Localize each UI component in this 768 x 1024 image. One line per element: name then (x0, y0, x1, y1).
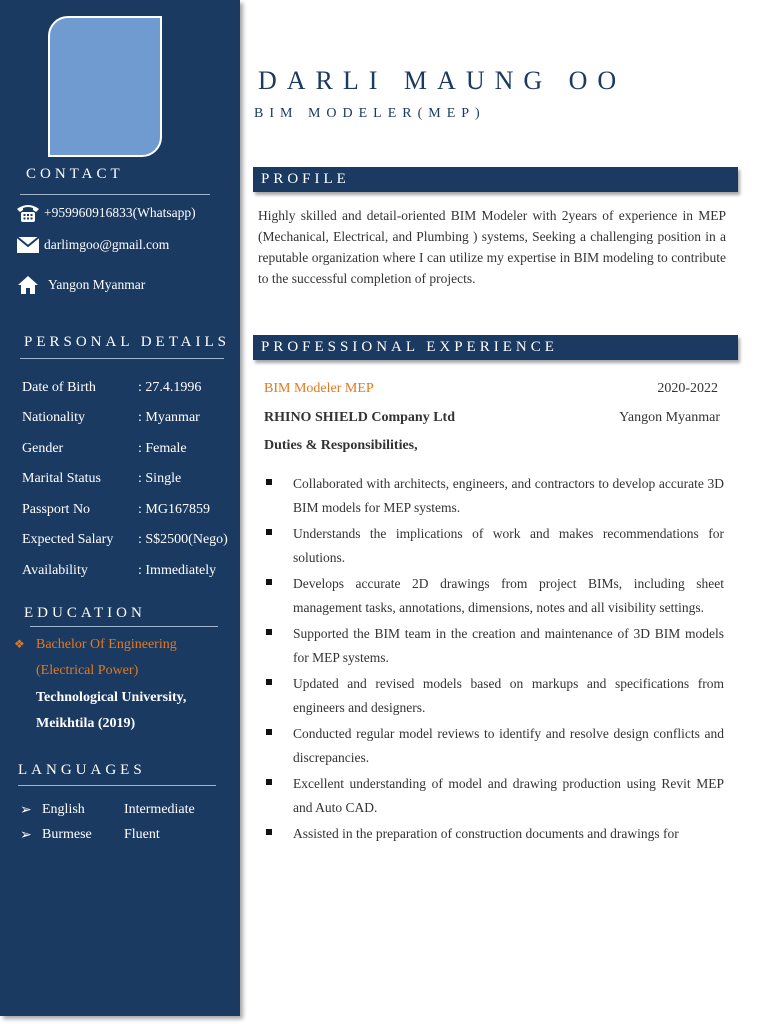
phone-text: +959960916833(Whatsapp) (44, 205, 196, 220)
square-bullet-icon (266, 779, 272, 785)
envelope-icon (14, 237, 42, 253)
degree-line1: Bachelor Of Engineering (36, 637, 177, 652)
profile-photo-placeholder (48, 16, 162, 157)
language-level: Fluent (124, 827, 160, 842)
duty-text: Excellent understanding of model and drawing production using Revit MEP and Auto CAD. (293, 776, 724, 815)
arrow-bullet-icon: ➢ (20, 803, 32, 818)
list-item (264, 822, 724, 846)
sidebar (0, 0, 240, 1016)
contact-phone (14, 202, 196, 224)
personal-row-salary (22, 532, 228, 548)
company-name: RHINO SHIELD Company Ltd (264, 410, 455, 425)
contact-location (14, 275, 145, 295)
candidate-title: BIM MODELER(MEP) (254, 106, 486, 121)
list-item (264, 522, 724, 569)
personal-key: Passport No (22, 502, 91, 517)
list-item (264, 772, 724, 819)
education-heading: EDUCATION (24, 605, 146, 621)
duties-list (264, 472, 724, 849)
diamond-bullet-icon: ❖ (14, 637, 25, 651)
personal-key: Marital Status (22, 471, 101, 486)
education-degree (14, 637, 177, 653)
personal-value: : Immediately (138, 563, 217, 578)
duty-text: Understands the implications of work and makes recommendations for solutions. (293, 526, 724, 565)
personal-row-gender (22, 441, 187, 457)
language-level: Intermediate (124, 802, 195, 817)
duty-text: Assisted in the preparation of construction documents and drawings for (293, 826, 679, 841)
personal-value: : S$2500(Nego) (138, 532, 228, 547)
personal-value: : Single (138, 471, 182, 486)
personal-key: Gender (22, 441, 64, 456)
job-years: 2020-2022 (657, 381, 718, 396)
personal-row-passport (22, 502, 210, 518)
degree-line2: (Electrical Power) (36, 663, 139, 678)
profile-text: Highly skilled and detail-oriented BIM Modeler with 2years of experience in MEP (Mechanical, Electrical, and Plumbing ) systems, Seeking a challenging position in a reputable organization where I can utilize my expertise in BIM modeling to contribute to the successful completion of projects. (258, 208, 726, 286)
language-item (20, 827, 160, 844)
personal-value: : MG167859 (138, 502, 210, 517)
personal-details-divider (20, 358, 224, 359)
home-icon (14, 275, 42, 295)
arrow-bullet-icon: ➢ (20, 828, 32, 843)
contact-divider (20, 194, 210, 195)
list-item (264, 472, 724, 519)
school-line2: Meikhtila (2019) (36, 716, 136, 731)
list-item (264, 622, 724, 669)
personal-key: Availability (22, 563, 88, 578)
languages-heading: LANGUAGES (18, 762, 146, 778)
language-item (20, 802, 195, 819)
education-divider (30, 626, 218, 627)
personal-row-marital (22, 471, 181, 487)
duty-text: Develops accurate 2D drawings from project BIMs, including sheet management tasks, annotations, dimensions, notes and all visibility settings. (293, 576, 724, 615)
personal-key: Expected Salary (22, 532, 114, 547)
personal-value: : Female (138, 441, 187, 456)
square-bullet-icon (266, 829, 272, 835)
list-item (264, 572, 724, 619)
personal-row-dob (22, 380, 201, 396)
duty-text: Supported the BIM team in the creation and maintenance of 3D BIM models for MEP systems. (293, 626, 724, 665)
company-location: Yangon Myanmar (619, 410, 720, 425)
square-bullet-icon (266, 579, 272, 585)
duties-heading: Duties & Responsibilities, (264, 438, 418, 453)
square-bullet-icon (266, 529, 272, 535)
phone-icon (14, 202, 42, 224)
language-name: English (42, 802, 85, 817)
language-name: Burmese (42, 827, 92, 842)
email-text: darlimgoo@gmail.com (44, 237, 170, 252)
school-line1: Technological University, (36, 690, 187, 705)
contact-email (14, 237, 169, 253)
candidate-name: DARLI MAUNG OO (258, 66, 627, 95)
contact-heading: CONTACT (26, 166, 124, 182)
personal-value: : Myanmar (138, 410, 200, 425)
personal-value: : 27.4.1996 (138, 380, 202, 395)
location-text: Yangon Myanmar (48, 277, 146, 292)
personal-row-nationality (22, 410, 200, 426)
list-item (264, 722, 724, 769)
duty-text: Collaborated with architects, engineers, and contractors to develop accurate 3D BIM models for MEP systems. (293, 476, 724, 515)
experience-heading-bar: PROFESSIONAL EXPERIENCE (253, 335, 738, 360)
personal-details-heading: PERSONAL DETAILS (24, 334, 230, 350)
duty-text: Updated and revised models based on markups and specifications from engineers and designers. (293, 676, 724, 715)
personal-row-availability (22, 563, 216, 579)
square-bullet-icon (266, 479, 272, 485)
list-item (264, 672, 724, 719)
personal-key: Date of Birth (22, 380, 96, 395)
square-bullet-icon (266, 729, 272, 735)
square-bullet-icon (266, 679, 272, 685)
duty-text: Conducted regular model reviews to identify and resolve design conflicts and discrepancies. (293, 726, 724, 765)
square-bullet-icon (266, 629, 272, 635)
personal-key: Nationality (22, 410, 85, 425)
languages-divider (18, 785, 216, 786)
job-title: BIM Modeler MEP (264, 381, 374, 396)
profile-heading-bar: PROFILE (253, 167, 738, 192)
